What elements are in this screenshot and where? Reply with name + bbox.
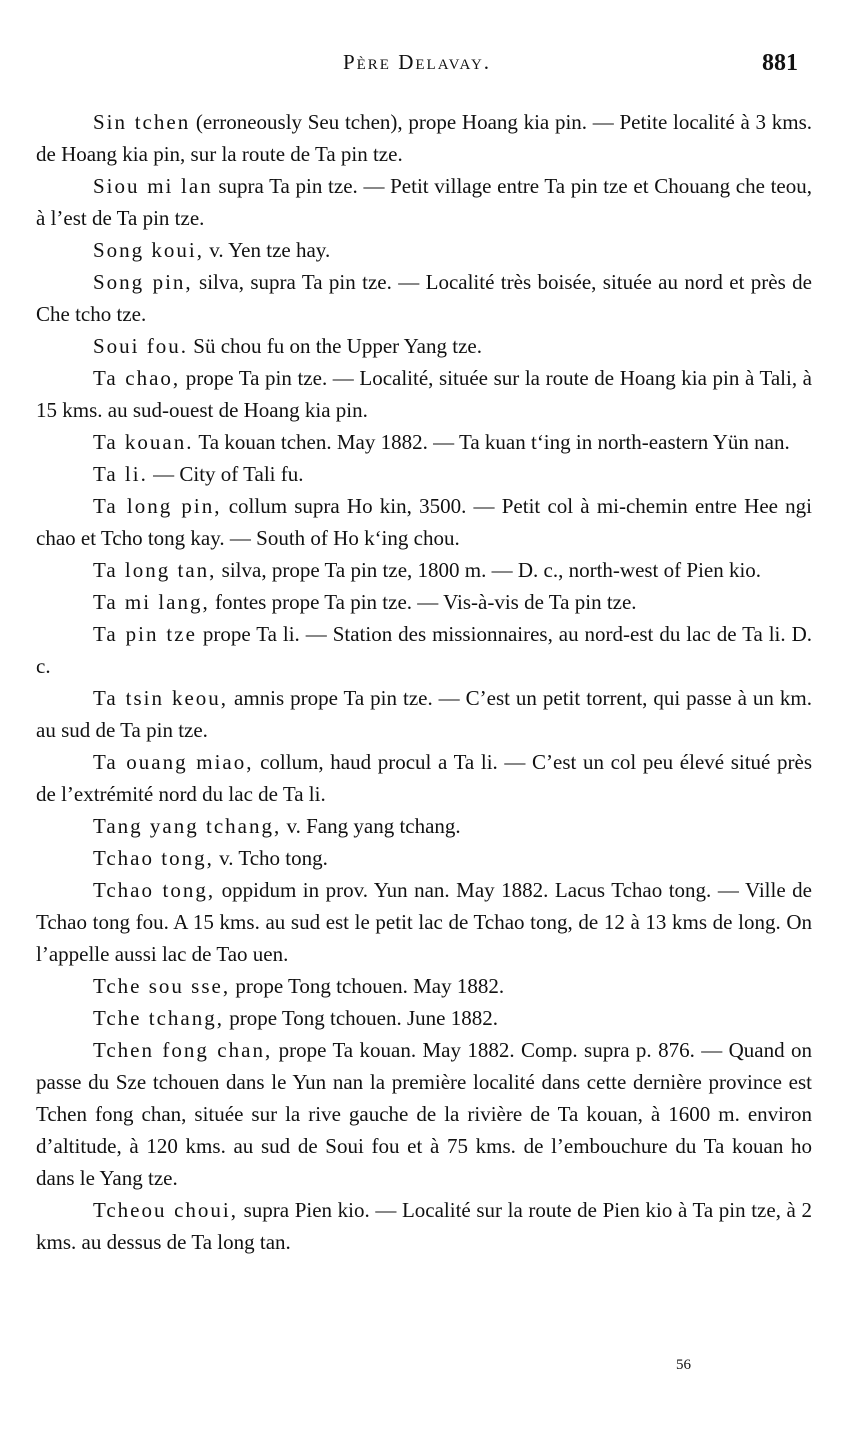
entry-description: collum supra Ho kin, 3500. — Petit col à mi-chemin entre Hee ngi chao et Tcho tong kay. — South of Ho k‘ing chou. bbox=[36, 494, 813, 550]
gazetteer-entry bbox=[36, 554, 812, 586]
entry-headword: Ta pin tze bbox=[93, 622, 197, 646]
gazetteer-entry bbox=[36, 170, 812, 234]
page-number: 881 bbox=[762, 50, 798, 76]
entry-headword: Tang yang tchang, bbox=[93, 814, 282, 838]
entry-list bbox=[36, 106, 812, 1258]
entry-description: Sü chou fu on the Upper Yang tze. bbox=[188, 334, 482, 358]
entry-description: — City of Tali fu. bbox=[147, 462, 304, 486]
gazetteer-entry bbox=[36, 810, 812, 842]
entry-headword: Tcheou choui, bbox=[93, 1198, 239, 1222]
entry-description: v. Tcho tong. bbox=[213, 846, 328, 870]
entry-description: v. Yen tze hay. bbox=[204, 238, 331, 262]
entry-headword: Ta long pin, bbox=[93, 494, 222, 518]
gazetteer-entry bbox=[36, 234, 812, 266]
gazetteer-entry bbox=[36, 682, 812, 746]
entry-description: amnis prope Ta pin tze. — C’est un petit torrent, qui passe à un km. au sud de Ta pin tze. bbox=[36, 686, 812, 742]
entry-description: prope Ta kouan. May 1882. Comp. supra p. 876. — Quand on passe du Sze tchouen dans le Yun nan la première localité dans cette dernière province est Tchen fong chan, située sur la rive gauche de la rivière de Ta kouan, à 1600 m. environ d’altitude, à 120 kms. au sud de Soui fou et à 75 kms. de l’embouchure du Ta kouan ho dans le Yang tze. bbox=[36, 1038, 813, 1190]
entry-headword: Ta li. bbox=[93, 462, 148, 486]
entry-description: (erroneously Seu tchen), prope Hoang kia pin. — Petite localité à 3 kms. de Hoang kia pin, sur la route de Ta pin tze. bbox=[36, 110, 812, 166]
gazetteer-entry bbox=[36, 426, 812, 458]
entry-headword: Tchao tong, bbox=[93, 878, 216, 902]
entry-headword: Tchao tong, bbox=[93, 846, 214, 870]
gazetteer-entry bbox=[36, 490, 812, 554]
entry-headword: Ta mi lang, bbox=[93, 590, 210, 614]
entry-headword: Song koui, bbox=[93, 238, 205, 262]
entry-description: prope Ta pin tze. — Localité, située sur la route de Hoang kia pin à Tali, à 15 kms. au sud-ouest de Hoang kia pin. bbox=[36, 366, 812, 422]
entry-description: collum, haud procul a Ta li. — C’est un col peu élevé situé près de l’extrémité nord du lac de Ta li. bbox=[36, 750, 812, 806]
entry-headword: Siou mi lan bbox=[93, 174, 213, 198]
entry-headword: Tchen fong chan, bbox=[93, 1038, 273, 1062]
gazetteer-entry bbox=[36, 874, 812, 970]
gazetteer-entry bbox=[36, 1034, 812, 1194]
gazetteer-entry bbox=[36, 266, 812, 330]
entry-headword: Tche sou sse, bbox=[93, 974, 231, 998]
entry-headword: Sin tchen bbox=[93, 110, 191, 134]
entry-description: prope Tong tchouen. June 1882. bbox=[223, 1006, 498, 1030]
entry-headword: Ta kouan. bbox=[93, 430, 194, 454]
gazetteer-entry bbox=[36, 458, 812, 490]
gazetteer-entry bbox=[36, 618, 812, 682]
entry-description: silva, prope Ta pin tze, 1800 m. — D. c., north-west of Pien kio. bbox=[216, 558, 762, 582]
entry-headword: Ta long tan, bbox=[93, 558, 217, 582]
entry-headword: Ta chao, bbox=[93, 366, 181, 390]
entry-description: supra Pien kio. — Localité sur la route de Pien kio à Ta pin tze, à 2 kms. au dessus de Ta long tan. bbox=[36, 1198, 812, 1254]
entry-headword: Tche tchang, bbox=[93, 1006, 224, 1030]
running-title: Père Delavay. bbox=[342, 50, 492, 74]
entry-headword: Ta ouang miao, bbox=[93, 750, 254, 774]
gazetteer-entry bbox=[36, 970, 812, 1002]
page-header bbox=[36, 50, 798, 82]
gazetteer-entry bbox=[36, 842, 812, 874]
entry-description: supra Ta pin tze. — Petit village entre Ta pin tze et Chouang che teou, à l’est de Ta pin tze. bbox=[36, 174, 812, 230]
entry-headword: Song pin, bbox=[93, 270, 193, 294]
gazetteer-entry bbox=[36, 1194, 812, 1258]
gazetteer-entry bbox=[36, 330, 812, 362]
gazetteer-entry bbox=[36, 362, 812, 426]
gazetteer-entry bbox=[36, 746, 812, 810]
entry-description: prope Ta li. — Station des missionnaires, au nord-est du lac de Ta li. D. c. bbox=[36, 622, 813, 678]
entry-description: prope Tong tchouen. May 1882. bbox=[230, 974, 505, 998]
gazetteer-entry bbox=[36, 106, 812, 170]
entry-description: silva, supra Ta pin tze. — Localité très boisée, située au nord et près de Che tcho tze. bbox=[36, 270, 812, 326]
entry-headword: Soui fou. bbox=[93, 334, 189, 358]
entry-description: v. Fang yang tchang. bbox=[281, 814, 461, 838]
entry-description: oppidum in prov. Yun nan. May 1882. Lacus Tchao tong. — Ville de Tchao tong fou. A 15 kms. au sud est le petit lac de Tchao tong, de 12 à 13 kms de long. On l’appelle aussi lac de Tao uen. bbox=[36, 878, 813, 966]
gazetteer-entry bbox=[36, 1002, 812, 1034]
gazetteer-entry bbox=[36, 586, 812, 618]
entry-description: fontes prope Ta pin tze. — Vis-à-vis de Ta pin tze. bbox=[209, 590, 637, 614]
signature-mark: 56 bbox=[676, 1357, 691, 1373]
entry-description: Ta kouan tchen. May 1882. — Ta kuan t‘ing in north-eastern Yün nan. bbox=[193, 430, 790, 454]
entry-headword: Ta tsin keou, bbox=[93, 686, 229, 710]
